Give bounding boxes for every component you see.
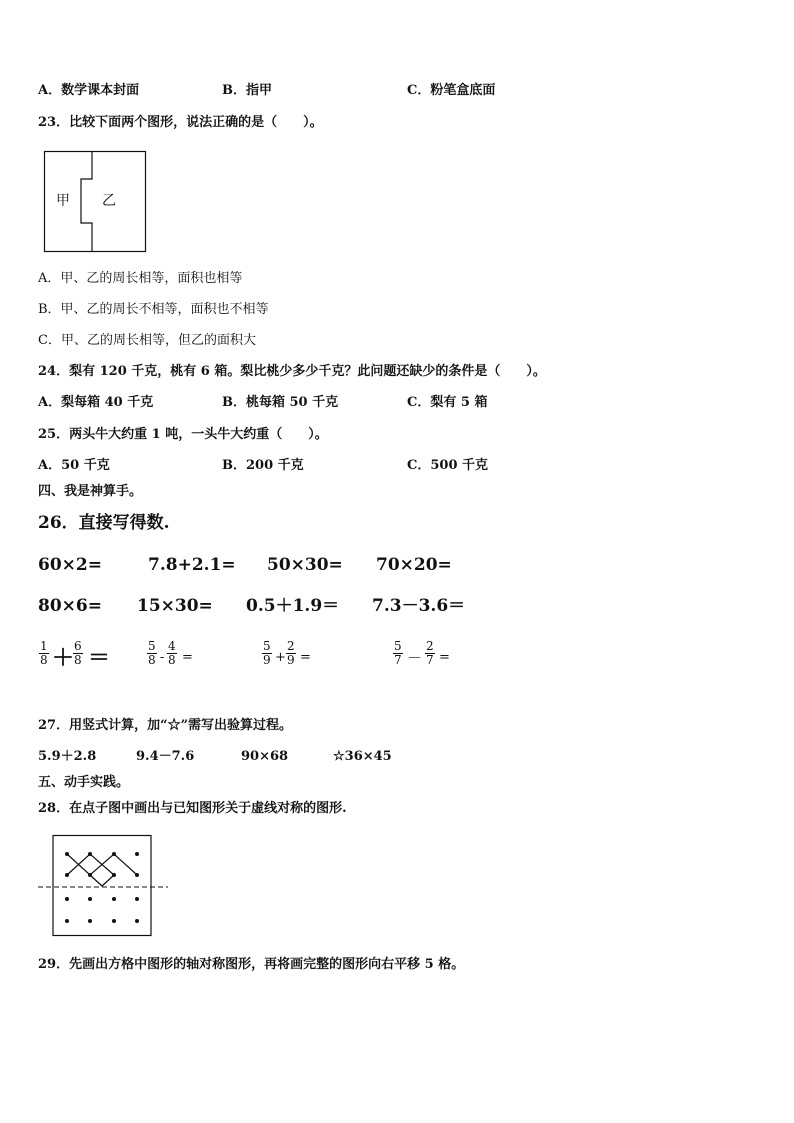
q26-r2-1: 80×6= bbox=[38, 596, 102, 616]
q24-stem: 24．梨有 120 千克，桃有 6 箱。梨比桃少多少千克？此问题还缺少的条件是（ ）。 bbox=[38, 364, 546, 379]
q26-r2-4: 7.3－3.6＝ bbox=[372, 596, 466, 616]
q23-option-a: A．甲、乙的周长相等，面积也相等 bbox=[38, 271, 243, 286]
q29-stem: 29．先画出方格中图形的轴对称图形，再将画完整的图形向右平移 5 格。 bbox=[38, 957, 465, 972]
q26-r1-4: 70×20= bbox=[376, 555, 452, 575]
q27-item-3: 90×68 bbox=[241, 749, 289, 764]
q26-r3-4-frac-b: $\frac{2}{7}$ bbox=[426, 639, 434, 667]
q23-label-jia: 甲 bbox=[56, 193, 70, 209]
q23-label-yi: 乙 bbox=[102, 193, 116, 209]
section5-heading: 五、动手实践。 bbox=[38, 775, 130, 790]
q26-r3-3-frac-a: $\frac{5}{9}$ bbox=[263, 639, 271, 667]
q26-r2-3: 0.5＋1.9＝ bbox=[246, 596, 340, 616]
q28-dot-grid-figure bbox=[38, 835, 168, 937]
q24-option-c: C．梨有 5 箱 bbox=[407, 395, 488, 410]
q27-item-4: ☆36×45 bbox=[333, 749, 392, 764]
q26-r3-2-op: - bbox=[160, 650, 165, 665]
q26-r3-1-eq: ＝ bbox=[88, 645, 111, 671]
q26-r3-2-eq: = bbox=[182, 650, 193, 665]
q25-stem: 25．两头牛大约重 1 吨，一头牛大约重（ ）。 bbox=[38, 427, 328, 442]
q23-option-b: B．甲、乙的周长不相等，面积也不相等 bbox=[38, 302, 269, 317]
q25-option-a: A．50 千克 bbox=[38, 458, 110, 473]
q24-option-a: A．梨每箱 40 千克 bbox=[38, 395, 154, 410]
q26-r1-3: 50×30= bbox=[267, 555, 343, 575]
q26-r1-1: 60×2= bbox=[38, 555, 102, 575]
q22-option-b: B．指甲 bbox=[222, 83, 272, 98]
q26-r3-2-frac-b: $\frac{4}{8}$ bbox=[168, 639, 176, 667]
q26-r2-2: 15×30= bbox=[137, 596, 213, 616]
q22-option-a: A．数学课本封面 bbox=[38, 83, 140, 98]
q26-r3-4-eq: = bbox=[439, 650, 450, 665]
q28-stem: 28．在点子图中画出与已知图形关于虚线对称的图形. bbox=[38, 801, 347, 816]
q26-r1-2: 7.8+2.1= bbox=[148, 555, 236, 575]
q26-r3-1-frac-b: $\frac{6}{8}$ bbox=[74, 639, 82, 667]
q23-option-c: C．甲、乙的周长相等，但乙的面积大 bbox=[38, 333, 256, 348]
q26-r3-1-op: ＋ bbox=[52, 645, 75, 671]
q26-r3-4-op: － bbox=[407, 649, 423, 667]
q27-item-2: 9.4－7.6 bbox=[136, 749, 195, 764]
q23-stem: 23．比较下面两个图形，说法正确的是（ ）。 bbox=[38, 115, 323, 130]
q24-option-b: B．桃每箱 50 千克 bbox=[222, 395, 339, 410]
q22-option-c: C．粉笔盒底面 bbox=[407, 83, 496, 98]
q26-r3-1-frac-a: $\frac{1}{8}$ bbox=[40, 639, 48, 667]
q27-stem: 27．用竖式计算，加“☆”需写出验算过程。 bbox=[38, 718, 293, 733]
q26-r3-4-frac-a: $\frac{5}{7}$ bbox=[394, 639, 402, 667]
q25-option-b: B．200 千克 bbox=[222, 458, 304, 473]
q26-title: 26．直接写得数. bbox=[38, 513, 170, 533]
q26-r3-2-frac-a: $\frac{5}{8}$ bbox=[148, 639, 156, 667]
q26-r3-3-op: + bbox=[275, 650, 286, 665]
section4-heading: 四、我是神算手。 bbox=[38, 484, 143, 499]
q27-item-1: 5.9＋2.8 bbox=[38, 749, 97, 764]
q25-option-c: C．500 千克 bbox=[407, 458, 489, 473]
q26-r3-3-frac-b: $\frac{2}{9}$ bbox=[287, 639, 295, 667]
q26-r3-3-eq: = bbox=[300, 650, 311, 665]
